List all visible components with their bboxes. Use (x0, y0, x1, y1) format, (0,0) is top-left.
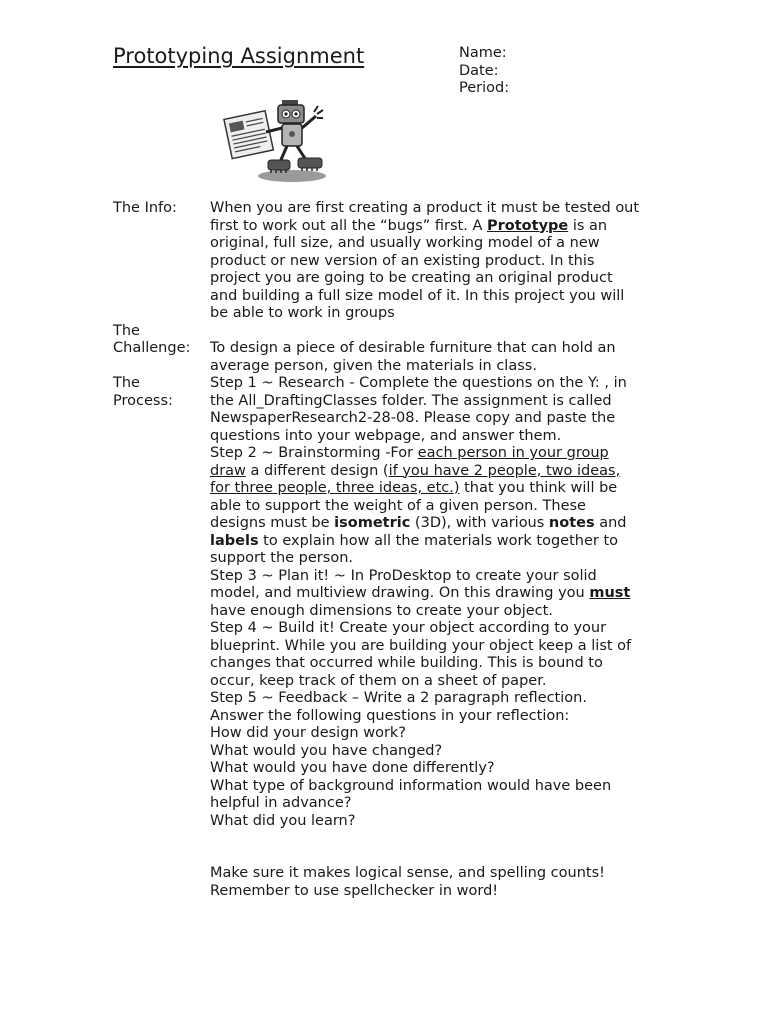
step2-line: labels to explain how all the materials work together to (210, 532, 619, 549)
reflection-question: What would you have done differently? (210, 760, 495, 776)
reflection-question: What did you learn? (210, 812, 356, 829)
step1-line: NewspaperResearch2-28-08. Please copy and paste the (210, 410, 616, 426)
text-line: When you are first creating a product it must be tested out (210, 200, 640, 216)
closing-note: Remember to use spellchecker in word! (210, 882, 499, 899)
reflection-question: What would you have changed? (210, 742, 443, 759)
info-section (113, 200, 673, 323)
step5-line: Step 5 ~ Feedback – Write a 2 paragraph reflection. (210, 690, 587, 706)
step2-line: for three people, three ideas, etc.) that you think will be (210, 480, 618, 496)
reflection-question: helpful in advance? (210, 795, 352, 811)
name-label: Name: (459, 45, 507, 61)
period-label: Period: (459, 80, 510, 96)
date-label: Date: (459, 62, 499, 79)
assignment-body (113, 200, 673, 900)
step4-line: Step 4 ~ Build it! Create your object according to your (210, 620, 607, 636)
step3-line: model, and multiview drawing. On this drawing you must (210, 585, 631, 601)
text-line: first to work out all the “bugs” first. A Prototype is an (210, 217, 608, 234)
closing-note: Make sure it makes logical sense, and spelling counts! (210, 865, 605, 881)
reflection-question: What type of background information would have been (210, 777, 612, 794)
text-line: average person, given the materials in class. (210, 357, 537, 374)
step5-line: Answer the following questions in your reflection: (210, 707, 570, 724)
step3-line: have enough dimensions to create your object. (210, 602, 553, 619)
step1-line: the All_DraftingClasses folder. The assignment is called (210, 392, 612, 409)
robot-with-newspaper-clipart (222, 96, 330, 184)
text-line: project you are going to be creating an original product (210, 270, 613, 286)
challenge-text (210, 323, 665, 376)
info-label: The Info: (113, 200, 177, 216)
step1-line: Step 1 ~ Research - Complete the questions on the Y: , in (210, 375, 627, 391)
student-info-block (459, 45, 509, 98)
step4-line: changes that occurred while building. This is bound to (210, 655, 603, 671)
challenge-section (113, 323, 673, 376)
text-line: and building a full size model of it. In this project you will (210, 287, 625, 304)
text-line: original, full size, and usually working model of a new (210, 235, 600, 251)
step2-line: Step 2 ~ Brainstorming -For each person in your group (210, 445, 609, 461)
step2-line: support the person. (210, 550, 353, 566)
step3-line: Step 3 ~ Plan it! ~ In ProDesktop to create your solid (210, 567, 597, 584)
document-title: Prototyping Assignment (113, 44, 365, 68)
reflection-question: How did your design work? (210, 725, 406, 741)
prototype-term: Prototype (487, 217, 569, 234)
challenge-label: The Challenge: (113, 322, 191, 356)
process-label: The Process: (113, 375, 173, 409)
process-text (210, 375, 665, 900)
step2-line: designs must be isometric (3D), with various notes and (210, 515, 627, 531)
text-line: product or new version of an existing product. In this (210, 252, 595, 269)
text-line: be able to work in groups (210, 305, 395, 321)
info-text (210, 200, 665, 323)
step1-line: questions into your webpage, and answer them. (210, 427, 562, 444)
step4-line: occur, keep track of them on a sheet of paper. (210, 672, 547, 689)
step4-line: blueprint. While you are building your object keep a list of (210, 637, 632, 654)
text-line: To design a piece of desirable furniture that can hold an (210, 340, 616, 356)
process-section (113, 375, 673, 900)
step2-line: able to support the weight of a given person. These (210, 497, 586, 514)
step2-line: draw a different design (if you have 2 people, two ideas, (210, 462, 621, 479)
